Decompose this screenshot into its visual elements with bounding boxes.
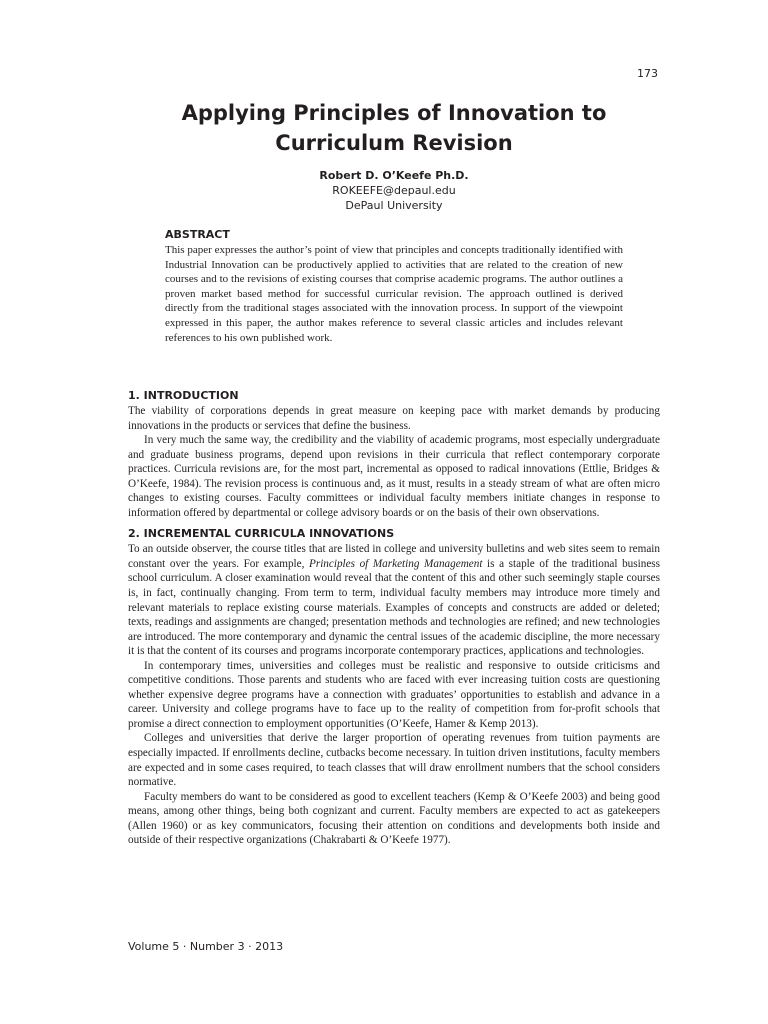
- paragraph: The viability of corporations depends in great measure on keeping pace with market demands by producing innovations in the products or services that define the business.: [128, 405, 660, 432]
- paragraph: Colleges and universities that derive the larger proportion of operating revenues from tuition payments are especially impacted. If enrollments decline, cutbacks become necessary. In tuition driven institutions, faculty members are expected and in some cases required, to teach classes that will draw enrollment numbers that the school considers normative.: [128, 732, 660, 789]
- main-body: [128, 389, 660, 848]
- paragraph: [128, 542, 660, 658]
- abstract-heading: ABSTRACT: [165, 228, 230, 241]
- paragraph: Faculty members do want to be considered as good to excellent teachers (Kemp & O’Keefe 2003) and being good means, among other things, being both cognizant and current. Faculty members are expected to act as gatekeepers (Allen 1960) or as key communicators, focusing their attention on conditions and developments both inside and outside of their respective organizations (Chakrabarti & O’Keefe 1977).: [128, 790, 660, 847]
- section-heading-incremental-curricula: 2. INCREMENTAL CURRICULA INNOVATIONS: [128, 527, 395, 541]
- section-heading-introduction: 1. INTRODUCTION: [128, 389, 239, 402]
- author-affiliation: DePaul University: [345, 199, 443, 212]
- paragraph-text: is a staple of the traditional business school curriculum. A closer examination would reveal that the content of this and other such seemingly staple courses is, in fact, continually changing. From term to term, individual faculty members may introduce more timely and relevant materials to replace existing course materials. Examples of concepts and constructs are added or deleted; texts, readings and assignments are changed; presentation methods and technologies are refined; and new technologies are introduced. The more contemporary and dynamic the central issues of the academic discipline, the more necessary it is that the content of its courses and programs incorporate contemporary practices, applications and technologies.: [128, 557, 660, 658]
- italic-course-title: Principles of Marketing Management: [309, 557, 483, 570]
- title-line-1: Applying Principles of Innovation to: [181, 101, 607, 125]
- page-number: 173: [637, 67, 658, 80]
- page-footer: Volume 5 · Number 3 · 2013: [128, 940, 284, 953]
- paragraph: In very much the same way, the credibility and the viability of academic programs, most especially undergraduate and graduate business programs, depend upon revisions in their curricula that reflect contemporary corporate practices. Curricula revisions are, for the most part, incremental as opposed to radical innovations (Ettlie, Bridges & O’Keefe, 1984). The revision process is continuous and, as it must, results in a steady stream of what are often micro changes to existing courses. Faculty committees or individual faculty members initiate changes in response to information offered by departmental or college advisory boards or on the basis of their own observations.: [128, 434, 660, 519]
- title-line-2: Curriculum Revision: [275, 131, 513, 155]
- abstract-body: This paper expresses the author’s point of view that principles and concepts traditionally identified with Industrial Innovation can be productively applied to activities that are related to the creation of new courses and to the revisions of existing courses that comprise academic programs. The author outlines a proven market based method for successful curricular revision. The approach outlined is derived directly from the traditional stages associated with the innovation process. In support of the viewpoint expressed in this paper, the author makes reference to several classic articles and includes relevant references to his own published work.: [165, 244, 623, 344]
- paper-title: [0, 98, 768, 158]
- paragraph: In contemporary times, universities and colleges must be realistic and responsive to outside criticisms and competitive conditions. Those parents and students who are faced with ever increasing tuition costs are questioning whether expensive degree programs have a connection with graduates’ opportunities to establish and advance in a career. University and college programs have to face up to the reality of competition from for-profit schools that promise a direct connection to employment opportunities (O’Keefe, Hamer & Kemp 2013).: [128, 659, 660, 730]
- abstract-section: [165, 228, 623, 345]
- author-name: Robert D. O’Keefe Ph.D.: [319, 169, 469, 182]
- author-email: ROKEEFE@depaul.edu: [332, 184, 456, 197]
- paragraph-text: To an outside observer, the course titles that are listed in college and university bulletins and web sites seem to remain constant over the years. For example,: [128, 543, 660, 570]
- author-block: [0, 168, 768, 213]
